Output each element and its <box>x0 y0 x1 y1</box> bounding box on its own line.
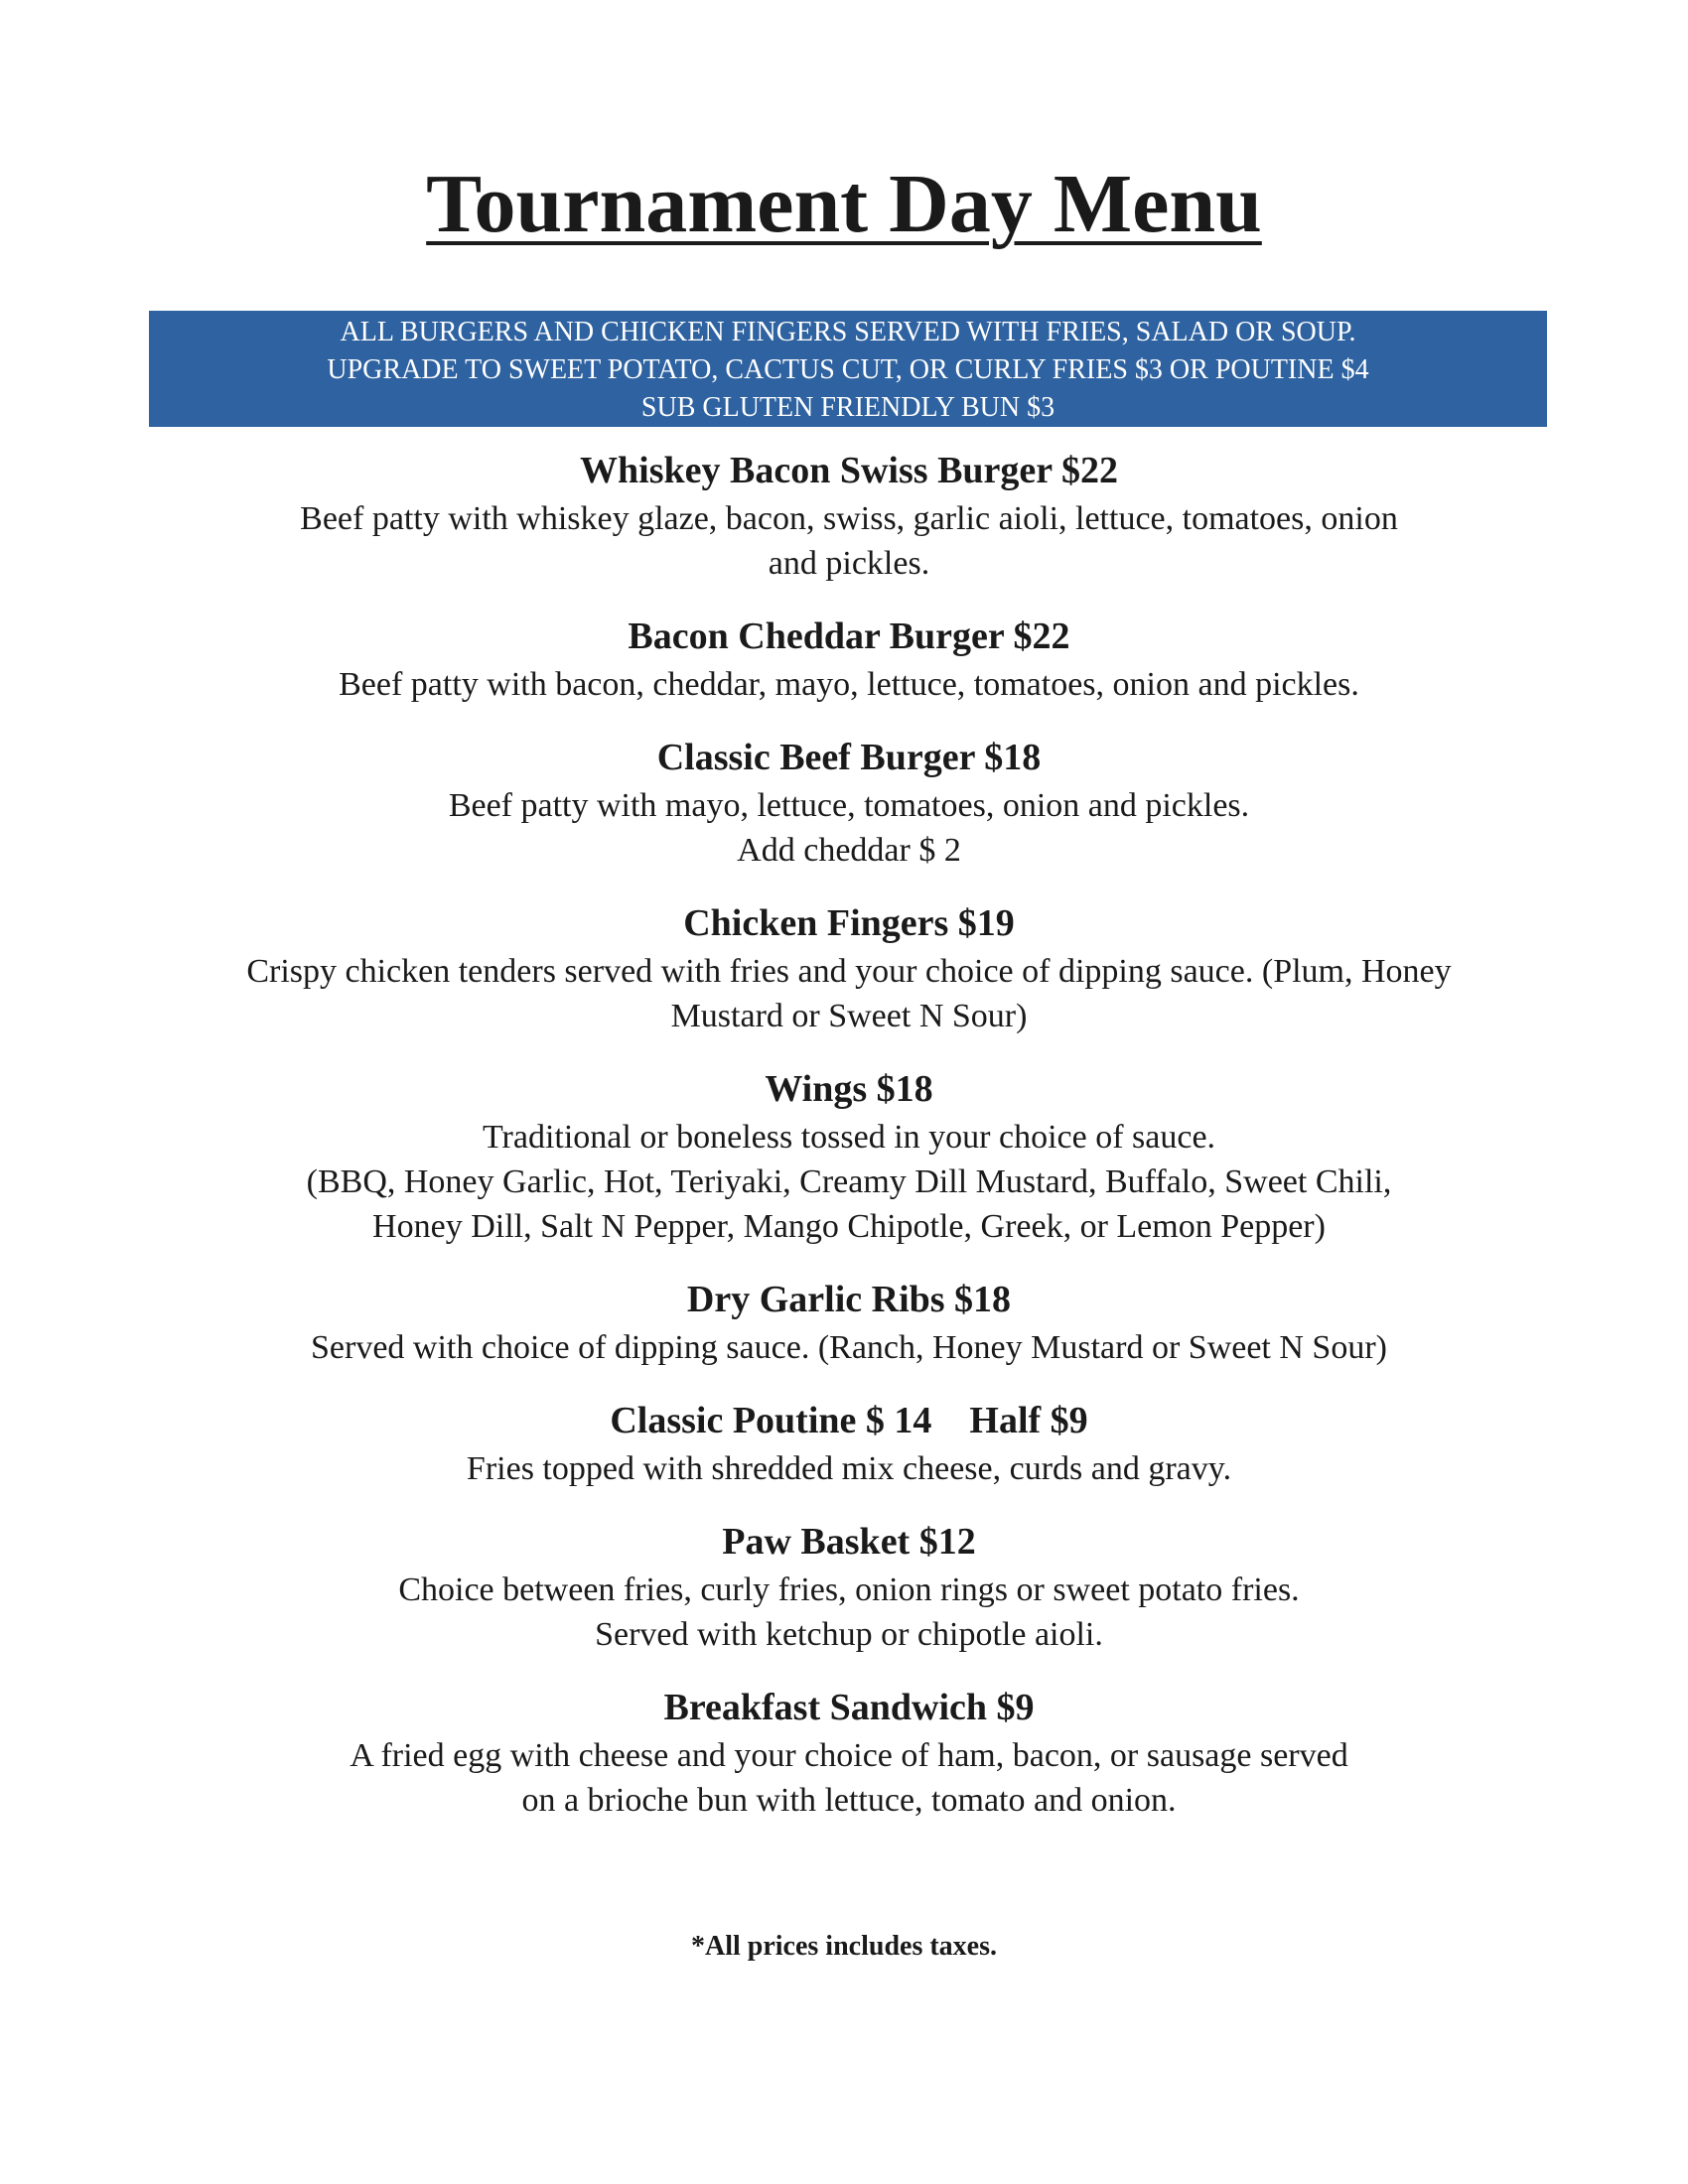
item-title: Dry Garlic Ribs $18 <box>686 1279 1012 1320</box>
menu-list <box>99 445 1599 1847</box>
menu-item <box>99 611 1599 707</box>
item-title: Wings $18 <box>765 1068 933 1110</box>
item-title: Whiskey Bacon Swiss Burger $22 <box>580 450 1118 491</box>
item-description-line: Beef patty with mayo, lettuce, tomatoes, onion and pickles. <box>448 787 1250 824</box>
menu-item <box>99 1274 1599 1370</box>
menu-item <box>99 1516 1599 1657</box>
item-title: Bacon Cheddar Burger $22 <box>628 615 1070 657</box>
page-title: Tournament Day Menu <box>426 158 1262 250</box>
item-title: Classic Poutine $ 14 Half $9 <box>610 1400 1088 1441</box>
item-description-line: Served with choice of dipping sauce. (Ranch, Honey Mustard or Sweet N Sour) <box>311 1329 1387 1366</box>
item-title: Breakfast Sandwich $9 <box>663 1687 1035 1728</box>
item-description-line: Served with ketchup or chipotle aioli. <box>595 1616 1103 1653</box>
item-description-line: Choice between fries, curly fries, onion rings or sweet potato fries. <box>398 1571 1300 1608</box>
item-description-line: Beef patty with bacon, cheddar, mayo, lettuce, tomatoes, onion and pickles. <box>339 666 1359 703</box>
item-title: Classic Beef Burger $18 <box>656 737 1042 778</box>
item-description-line: Crispy chicken tenders served with fries and your choice of dipping sauce. (Plum, Honey <box>246 953 1452 990</box>
item-description-line: and pickles. <box>768 545 930 582</box>
menu-item <box>99 1063 1599 1249</box>
price-footnote: *All prices includes taxes. <box>691 1931 997 1962</box>
item-title: Paw Basket $12 <box>722 1521 976 1563</box>
menu-item <box>99 897 1599 1038</box>
item-description-line: Beef patty with whiskey glaze, bacon, swiss, garlic aioli, lettuce, tomatoes, onion <box>300 500 1398 537</box>
menu-item <box>99 445 1599 586</box>
item-description-line: Mustard or Sweet N Sour) <box>670 998 1028 1034</box>
item-description-line: Fries topped with shredded mix cheese, curds and gravy. <box>466 1450 1232 1487</box>
banner-line: ALL BURGERS AND CHICKEN FINGERS SERVED WITH FRIES, SALAD OR SOUP. <box>340 317 1356 347</box>
info-banner <box>149 311 1547 427</box>
menu-item <box>99 1395 1599 1491</box>
item-title: Chicken Fingers $19 <box>683 902 1015 944</box>
item-description-line: on a brioche bun with lettuce, tomato and onion. <box>521 1782 1177 1819</box>
item-description-line: (BBQ, Honey Garlic, Hot, Teriyaki, Creamy Dill Mustard, Buffalo, Sweet Chili, <box>306 1163 1392 1200</box>
item-description-line: Honey Dill, Salt N Pepper, Mango Chipotle, Greek, or Lemon Pepper) <box>372 1208 1326 1245</box>
item-description-line: Traditional or boneless tossed in your choice of sauce. <box>482 1119 1216 1156</box>
menu-item <box>99 732 1599 873</box>
item-description-line: A fried egg with cheese and your choice of ham, bacon, or sausage served <box>350 1737 1348 1774</box>
banner-line: UPGRADE TO SWEET POTATO, CACTUS CUT, OR CURLY FRIES $3 OR POUTINE $4 <box>327 354 1369 385</box>
banner-line: SUB GLUTEN FRIENDLY BUN $3 <box>640 392 1055 423</box>
item-description-line: Add cheddar $ 2 <box>737 832 961 869</box>
menu-item <box>99 1682 1599 1823</box>
